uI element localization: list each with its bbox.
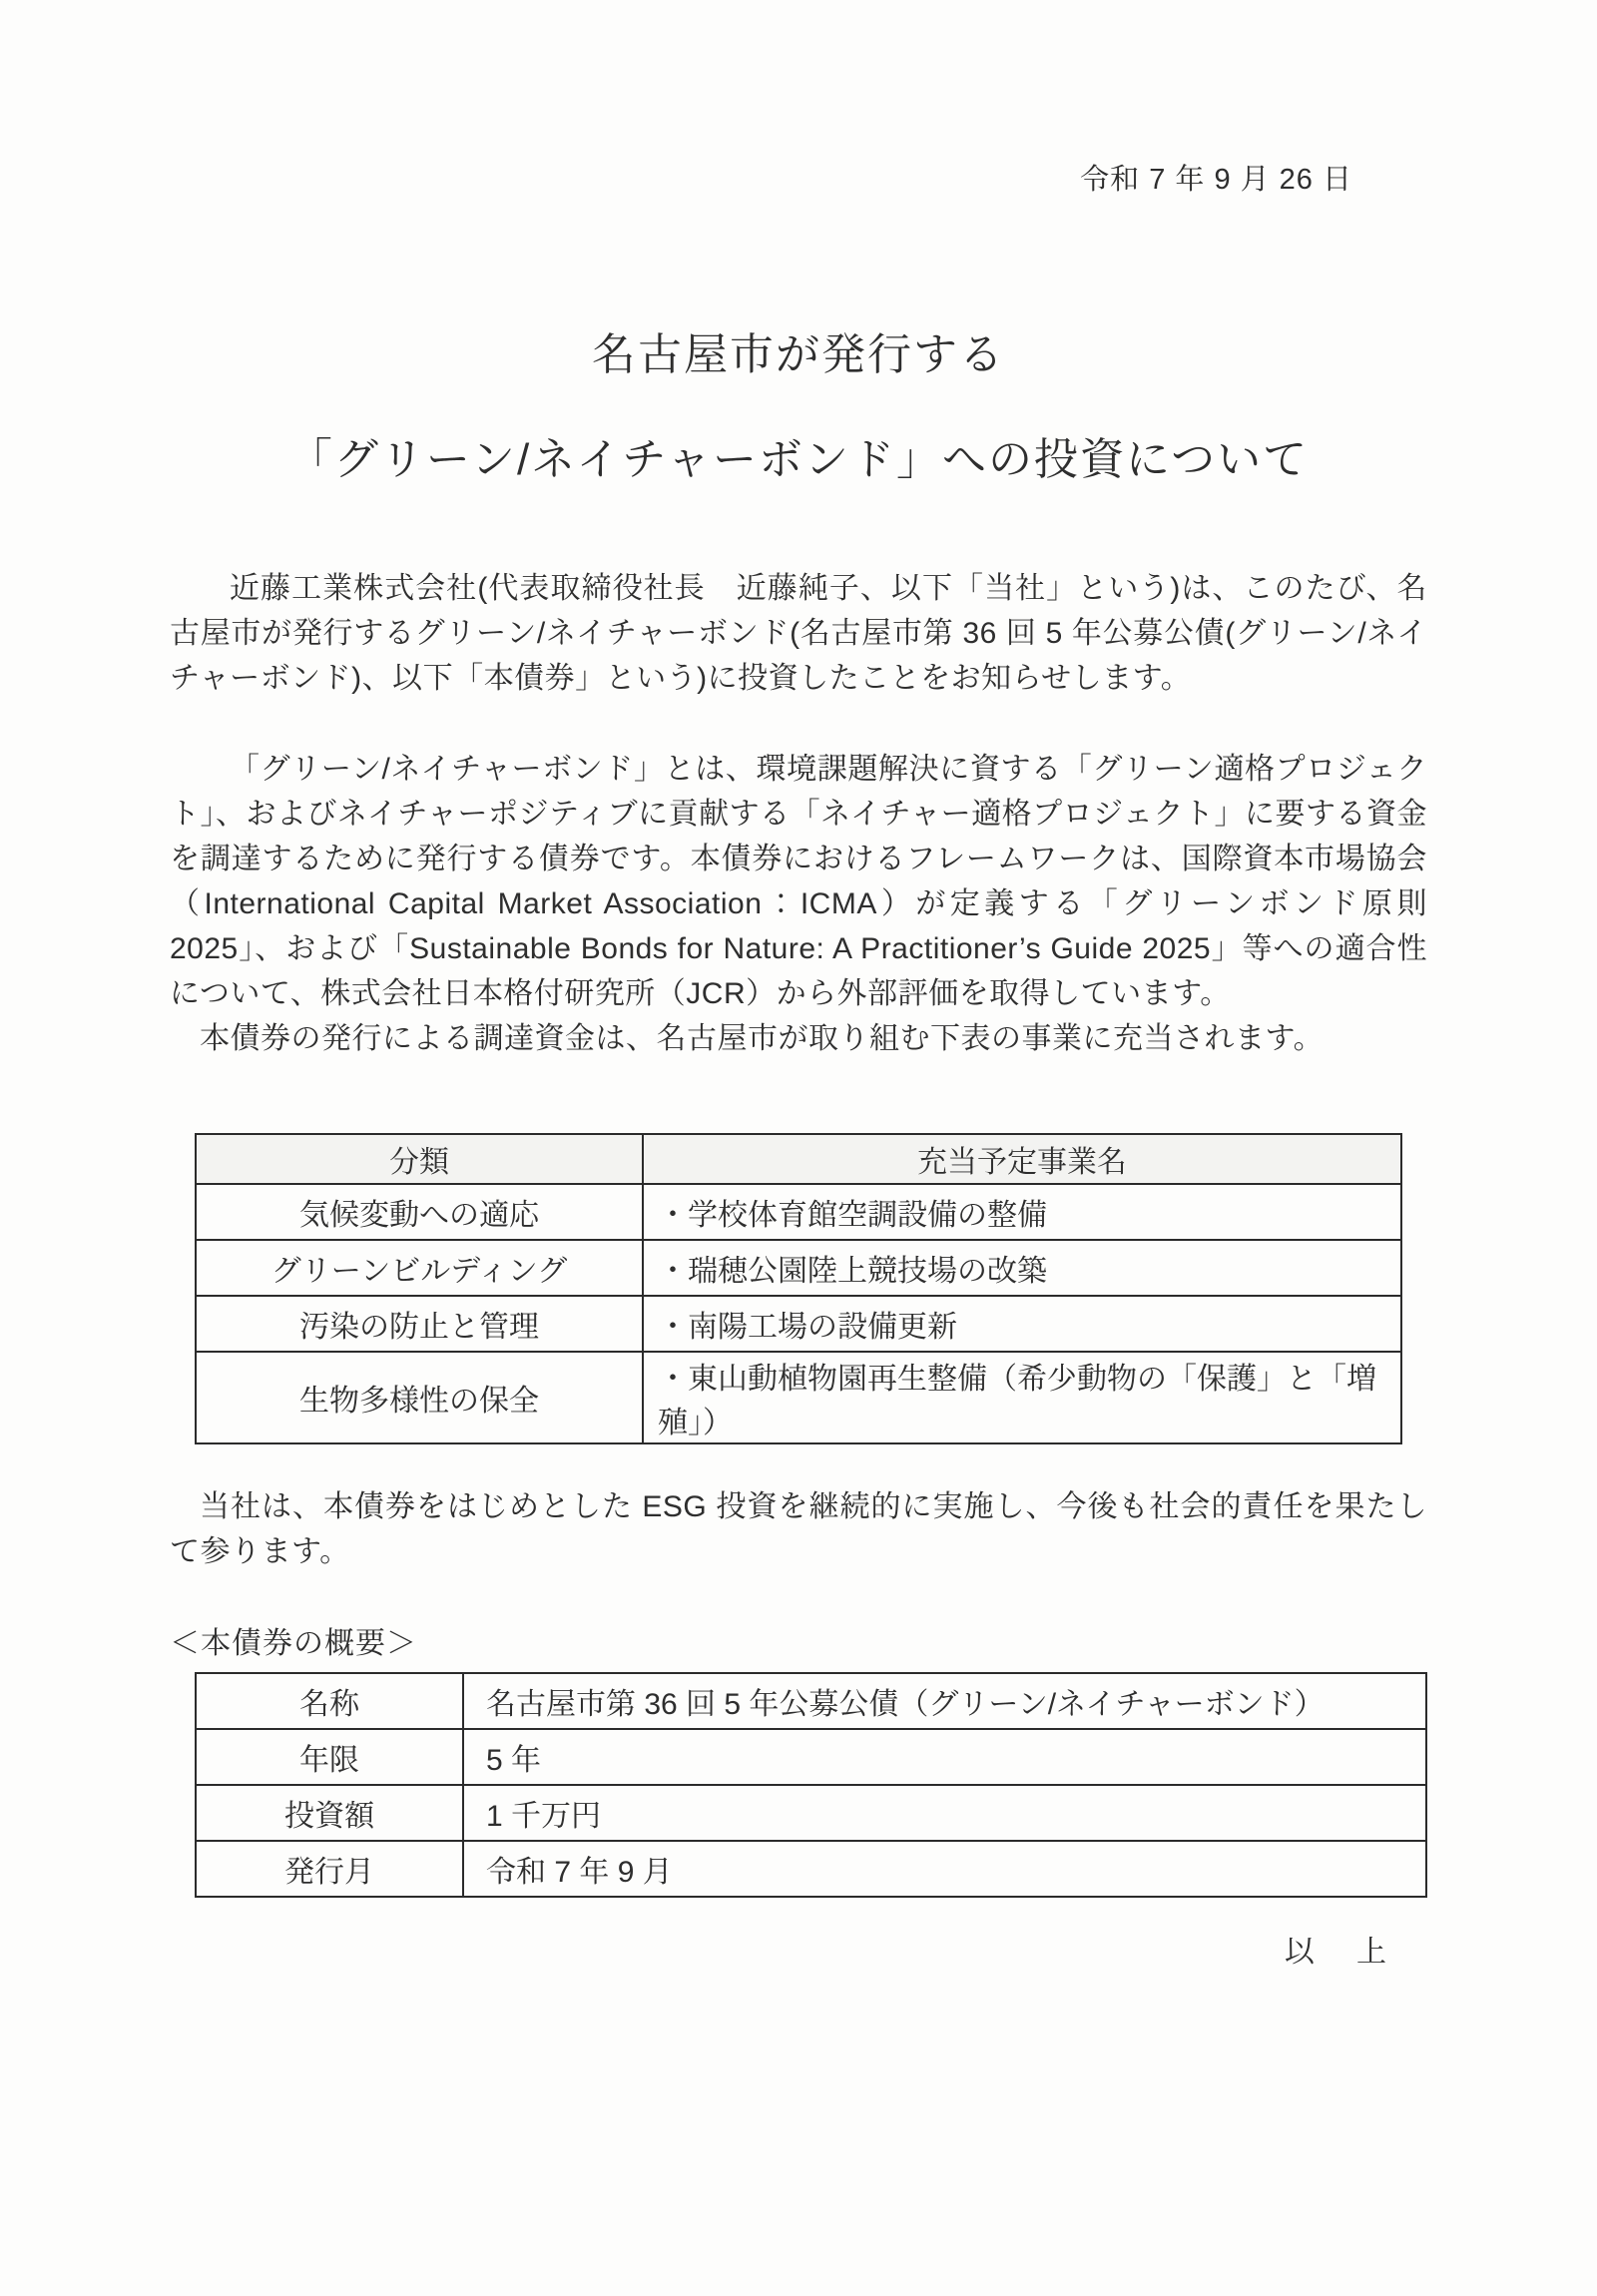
document-title-line1: 名古屋市が発行する [592, 330, 1005, 379]
summary-label-cell: 年限 [196, 1729, 463, 1785]
table-row [196, 1240, 1401, 1296]
summary-section-heading: ＜本債券の概要＞ [170, 1627, 417, 1660]
bond-summary-table [195, 1672, 1427, 1898]
summary-label-cell: 名称 [196, 1673, 463, 1729]
category-cell: 汚染の防止と管理 [196, 1296, 643, 1352]
summary-value-cell: 1 千万円 [463, 1785, 1426, 1841]
document-date: 令和 7 年 9 月 26 日 [1080, 164, 1352, 196]
project-cell: ・学校体育館空調設備の整備 [643, 1184, 1401, 1240]
paragraph-esg-commitment: 当社は、本債券をはじめとした ESG 投資を継続的に実施し、今後も社会的責任を果たして参ります。 [170, 1490, 1427, 1568]
summary-value-cell: 名古屋市第 36 回 5 年公募公債（グリーン/ネイチャーボンド） [463, 1673, 1426, 1729]
paragraph-proceeds: 本債券の発行による調達資金は、名古屋市が取り組む下表の事業に充当されます。 [200, 1022, 1325, 1055]
paragraph-framework: 「グリーン/ネイチャーボンド」とは、環境課題解決に資する「グリーン適格プロジェクト」、およびネイチャーポジティブに貢献する「ネイチャー適格プロジェクト」に要する資金を調達するために発行する債券です。本債券におけるフレームワークは、国際資本市場協会（International Capital Market Association：ICMA）が定義する「グリーンボンド原則 2025」、および「Sustainable Bonds for Nature: A Practitioner’s Guide 2025」等への適合性について、株式会社日本格付研究所（JCR）から外部評価を取得しています。 [170, 753, 1427, 1010]
summary-row [196, 1785, 1426, 1841]
allocation-header-category: 分類 [196, 1134, 643, 1184]
category-cell: グリーンビルディング [196, 1240, 643, 1296]
table-row [196, 1184, 1401, 1240]
project-cell: ・瑞穂公園陸上競技場の改築 [643, 1240, 1401, 1296]
summary-value-cell: 5 年 [463, 1729, 1426, 1785]
allocation-table-header-row [196, 1134, 1401, 1184]
allocation-header-project: 充当予定事業名 [643, 1134, 1401, 1184]
summary-row [196, 1729, 1426, 1785]
summary-row [196, 1673, 1426, 1729]
summary-row [196, 1841, 1426, 1897]
category-cell: 気候変動への適応 [196, 1184, 643, 1240]
table-row [196, 1296, 1401, 1352]
document-title-line2: 「グリーン/ネイチャーボンド」への投資について [287, 435, 1310, 484]
table-row [196, 1352, 1401, 1443]
paragraph-intro: 近藤工業株式会社(代表取締役社長 近藤純子、以下「当社」という)は、このたび、名古屋市が発行するグリーン/ネイチャーボンド(名古屋市第 36 回 5 年公募公債(グリーン/ネイチャーボンド)、以下「本債券」という)に投資したことをお知らせします。 [170, 572, 1427, 695]
summary-label-cell: 投資額 [196, 1785, 463, 1841]
summary-value-cell: 令和 7 年 9 月 [463, 1841, 1426, 1897]
category-cell: 生物多様性の保全 [196, 1352, 643, 1443]
closing-text: 以 上 [1285, 1936, 1392, 1969]
project-cell: ・南陽工場の設備更新 [643, 1296, 1401, 1352]
allocation-table [195, 1133, 1402, 1444]
summary-label-cell: 発行月 [196, 1841, 463, 1897]
project-cell: ・東山動植物園再生整備（希少動物の「保護」と「増殖」） [643, 1352, 1401, 1443]
